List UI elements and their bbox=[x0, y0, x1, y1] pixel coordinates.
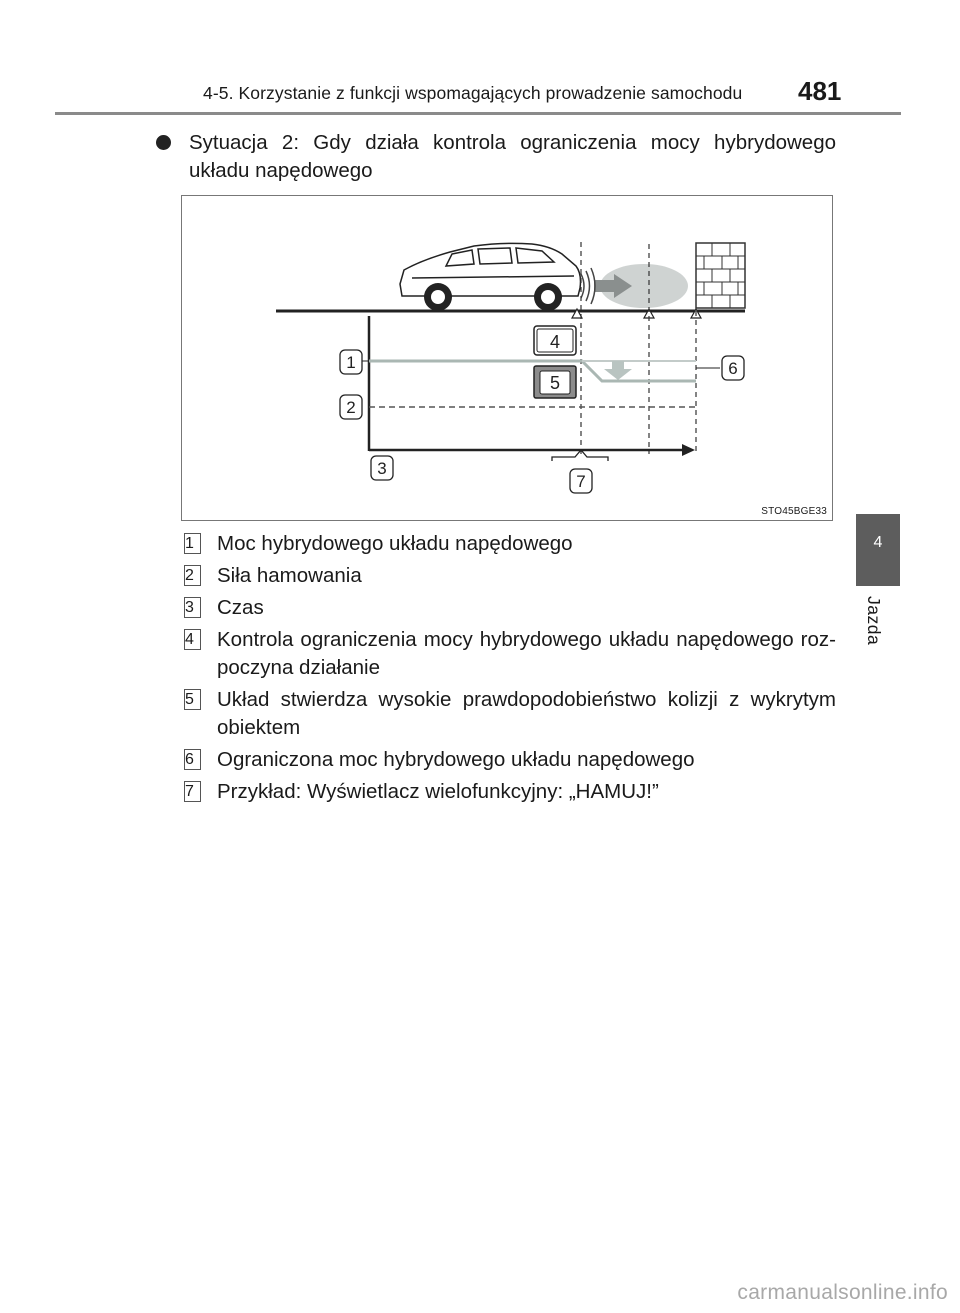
callout-2-label: 2 bbox=[346, 398, 356, 417]
situation-heading bbox=[156, 129, 836, 185]
callout-5-label: 5 bbox=[549, 373, 561, 393]
callout-7-label: 7 bbox=[576, 472, 586, 491]
legend-item bbox=[184, 562, 836, 590]
legend-text: Czas bbox=[217, 596, 264, 619]
legend-item bbox=[184, 530, 836, 558]
legend-text: Ograniczona moc hybrydowego układu napędowego bbox=[217, 748, 695, 771]
legend-item bbox=[184, 778, 836, 806]
legend-item bbox=[184, 594, 836, 622]
chapter-label: Jazda bbox=[864, 596, 884, 646]
brick-wall-icon bbox=[696, 243, 745, 308]
legend-number-badge: 6 bbox=[184, 749, 201, 770]
reduction-arrow-icon bbox=[604, 361, 632, 380]
legend-text: Przykład: Wyświetlacz wielofunkcyjny: „HAMUJ!” bbox=[217, 780, 659, 803]
time-bracket bbox=[552, 450, 608, 461]
bullet-icon bbox=[156, 135, 171, 150]
legend-number-badge: 5 bbox=[184, 689, 201, 710]
section-title: 4-5. Korzystanie z funkcji wspomagających prowadzenie samochodu bbox=[203, 83, 743, 103]
legend-text: Układ stwierdza wysokie prawdopodobieństwo kolizji z wykrytym obiektem bbox=[217, 688, 836, 739]
situation-text: Sytuacja 2: Gdy działa kontrola ograniczenia mocy hybrydowego układu napędowego bbox=[189, 131, 836, 182]
legend-text: Kontrola ograniczenia mocy hybrydowego układu napędowego roz-poczyna działanie bbox=[217, 628, 836, 679]
diagram-illustration bbox=[182, 196, 834, 522]
time-axis-arrowhead bbox=[682, 444, 695, 456]
chapter-number: 4 bbox=[873, 534, 883, 551]
legend-number-badge: 3 bbox=[184, 597, 201, 618]
diagram-figure bbox=[181, 195, 833, 521]
legend-text: Moc hybrydowego układu napędowego bbox=[217, 532, 573, 555]
radar-waves-icon bbox=[581, 268, 595, 304]
legend-item bbox=[184, 686, 836, 742]
legend-number-badge: 1 bbox=[184, 533, 201, 554]
legend-list bbox=[184, 530, 836, 810]
legend-number-badge: 4 bbox=[184, 629, 201, 650]
header-divider bbox=[55, 112, 901, 115]
legend-text: Siła hamowania bbox=[217, 564, 362, 587]
watermark: carmanualsonline.info bbox=[737, 1281, 948, 1304]
legend-number-badge: 2 bbox=[184, 565, 201, 586]
callout-6-label: 6 bbox=[728, 359, 738, 378]
callout-3-label: 3 bbox=[377, 459, 387, 478]
legend-item bbox=[184, 746, 836, 774]
callout-4-label: 4 bbox=[549, 332, 561, 352]
legend-number-badge: 7 bbox=[184, 781, 201, 802]
page-number: 481 bbox=[798, 76, 842, 106]
legend-item bbox=[184, 626, 836, 682]
power-line bbox=[369, 361, 696, 381]
figure-code: STO45BGE33 bbox=[761, 506, 827, 517]
callout-1-label: 1 bbox=[346, 353, 356, 372]
chapter-tab[interactable] bbox=[856, 514, 900, 586]
